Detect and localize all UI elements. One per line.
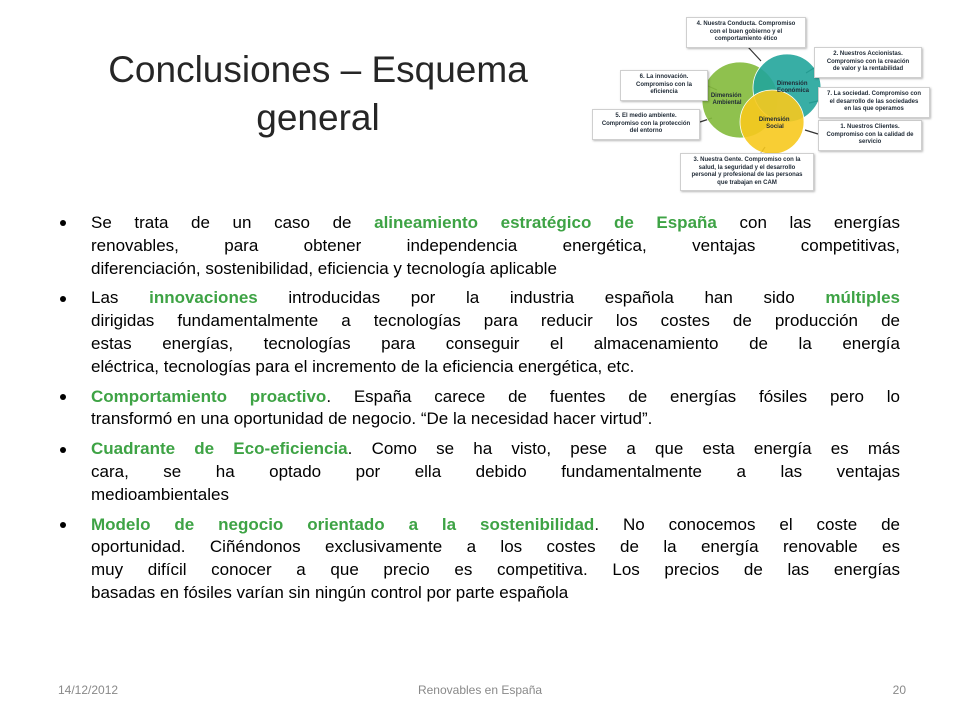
bullet-text-line [91,235,900,258]
commitment-line: 7. La sociedad. Compromiso con [826,91,922,97]
bullet-text-line [91,386,900,409]
bullet-text: . España carece de fuentes de energías fósiles pero lo [326,386,900,406]
commitment-line: comportamiento ético [714,36,778,42]
commitment-line: 1. Nuestros Clientes. [840,124,900,130]
bullet-text-line [91,258,900,281]
bullet-text: estas energías, tecnologías para conseguir el almacenamiento de la energía [91,333,900,353]
commitment-line: el desarrollo de las sociedades [829,98,919,105]
bullet-dot-icon [60,447,66,453]
bullet-text: Las [91,288,150,308]
sustainability-diagram [0,0,960,200]
connector-line [748,47,761,61]
dimension-label-line: Dimensión [776,81,808,87]
bullet-text: dirigidas fundamentalmente a tecnologías para reducir los costes de producción de [91,311,900,331]
commitment-line: eficiencia [650,89,678,95]
commitment-box-shareholders [814,47,922,78]
bullet-item [91,438,900,506]
bullet-text-line [91,287,900,310]
dimension-label-line: Económica [776,88,810,94]
dimension-label-line: Ambiental [712,100,742,106]
bullet-text: oportunidad. Ciñéndonos exclusivamente a los costes de la energía renovable es [91,537,900,557]
bullet-text: con las energías [716,213,900,232]
commitment-line: 5. El medio ambiente. [615,113,677,119]
bullet-text-line [91,333,900,356]
slide-number: 20 [892,683,906,697]
bullet-text-line [91,536,900,559]
bullet-text: muy difícil conocer a que precio es competitiva. Los precios de las energías [91,560,900,580]
commitment-box-environment [592,109,700,140]
bullet-dot-icon [60,296,66,302]
highlighted-term: alineamiento estratégico de España [374,213,717,232]
commitment-line: 3. Nuestra Gente. Compromiso con la [693,157,801,163]
bullet-text-line [91,582,900,605]
commitment-line: Compromiso con la calidad de [826,131,914,138]
commitment-line: personal y profesional de las personas [691,172,803,178]
highlighted-term: múltiples [825,288,900,308]
highlighted-term: Modelo de negocio orientado a la sostenibilidad [91,514,595,534]
bullet-text: . No conocemos el coste de [594,514,900,534]
bullet-item [91,386,900,432]
commitment-line: 4. Nuestra Conducta. Compromiso [696,21,796,27]
bullet-text-line [91,212,900,235]
bullet-text: eléctrica, tecnologías para el incremento de la eficiencia energética, etc. [91,356,635,376]
commitment-line: servicio [858,139,882,145]
commitment-line: que trabajan en CAM [717,179,777,186]
commitment-box-society [818,87,930,118]
bullet-text: . Como se ha visto, pese a que esta energía es más [347,439,900,459]
bullet-text: diferenciación, sostenibilidad, eficiencia y tecnología aplicable [91,258,557,278]
commitment-line: de valor y la rentabilidad [832,66,904,72]
commitment-box-people [680,153,814,191]
dimension-label-line: Dimensión [758,117,790,123]
commitment-line: 6. La innovación. [639,74,689,80]
commitment-line: salud, la seguridad y el desarrollo [698,164,796,171]
commitment-line: 2. Nuestros Accionistas. [833,51,903,57]
bullet-list [91,212,900,612]
bullet-dot-icon [60,220,66,226]
bullet-text-line [91,356,900,379]
bullet-text-line [91,408,900,431]
commitment-line: del entorno [629,128,663,134]
bullet-text-line [91,484,900,507]
bullet-text-line [91,438,900,461]
bullet-text-line [91,559,900,582]
bullet-text: renovables, para obtener independencia energética, ventajas competitivas, [91,235,900,255]
highlighted-term: Comportamiento proactivo [91,386,327,406]
commitment-line: Compromiso con la protección [601,120,691,127]
economic-dimension-label [777,81,810,94]
bullet-text: transformó en una oportunidad de negocio. “De la necesidad hacer virtud”. [91,409,653,429]
commitment-line: en las que operamos [844,106,904,112]
bullet-text-line [91,310,900,333]
dimension-label-line: Social [766,124,784,130]
commitment-line: Compromiso con la [635,81,692,88]
bullet-dot-icon [60,394,66,400]
title-line: general [256,97,380,138]
commitment-box-clients [818,120,922,151]
bullet-dot-icon [60,522,66,528]
dimension-label-line: Dimensión [710,93,742,99]
commitment-line: con el buen gobierno y el [709,28,783,35]
title-line: Conclusiones – Esquema [108,49,528,90]
commitment-line: Compromiso con la creación [826,58,910,65]
bullet-item [91,212,900,280]
bullet-item [91,514,900,605]
connector-line [805,130,818,134]
bullet-text: Se trata de un caso de [91,213,375,232]
bullet-text-line [91,461,900,484]
footer-title: Renovables en España [417,683,543,697]
commitment-box-conduct [686,17,806,48]
highlighted-term: Cuadrante de Eco-eficiencia [91,439,348,459]
footer-date: 14/12/2012 [58,683,119,697]
highlighted-term: innovaciones [149,288,258,308]
bullet-text: cara, se ha optado por ella debido fundamentalmente a las ventajas [91,461,900,481]
commitment-box-innovation [620,70,708,101]
bullet-text: medioambientales [91,484,229,504]
bullet-text: basadas en fósiles varían sin ningún control por parte española [91,582,569,602]
environmental-dimension-label [711,93,743,106]
bullet-text-line [91,514,900,537]
bullet-item [91,287,900,378]
bullet-text: introducidas por la industria española han sido [257,288,826,308]
